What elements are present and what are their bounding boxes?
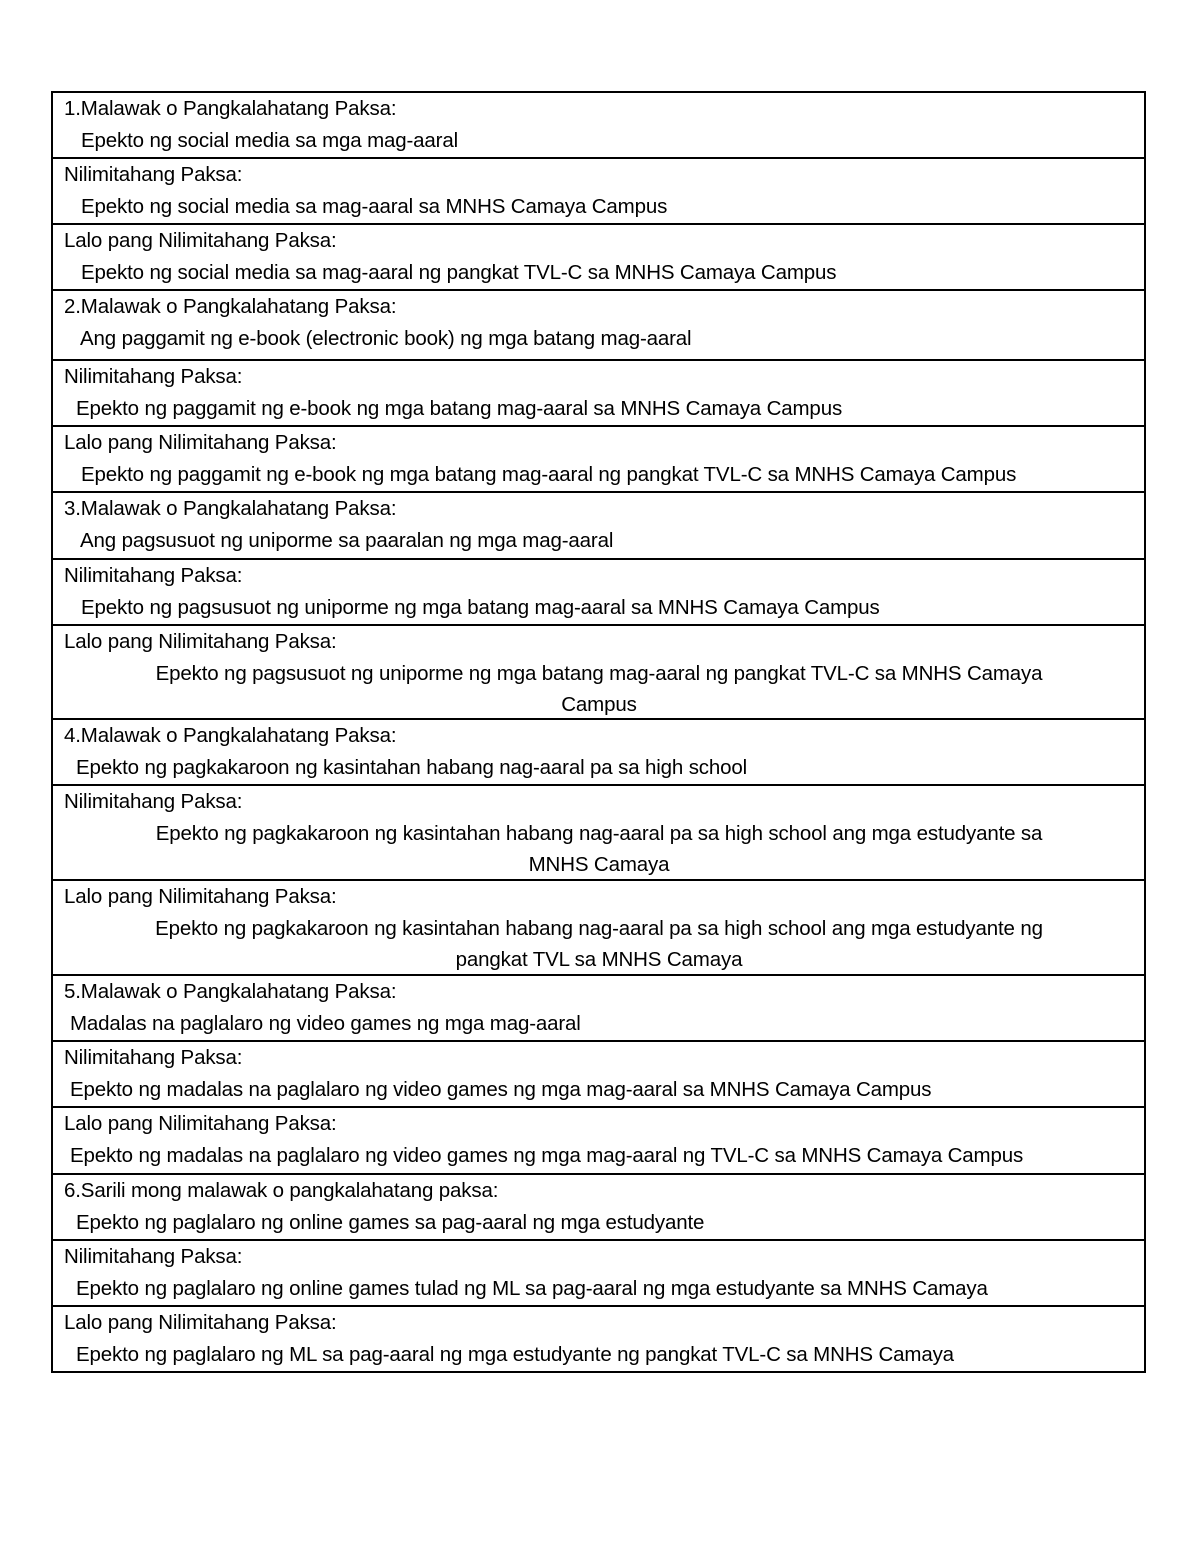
table-row	[53, 720, 1144, 786]
topic-text: Epekto ng madalas na paglalaro ng video games ng mga mag-aaral sa MNHS Camaya Campus	[70, 1077, 932, 1101]
topic-text: Madalas na paglalaro ng video games ng mga mag-aaral	[70, 1011, 581, 1035]
table-row	[53, 427, 1144, 493]
table-row	[53, 493, 1144, 560]
topics-table	[51, 91, 1146, 1373]
topic-heading: 2.Malawak o Pangkalahatang Paksa:	[64, 295, 397, 318]
table-row	[53, 361, 1144, 427]
topic-text-continued: pangkat TVL sa MNHS Camaya	[455, 948, 743, 971]
table-row	[53, 159, 1144, 225]
topic-text: Epekto ng paggamit ng e-book ng mga batang mag-aaral sa MNHS Camaya Campus	[76, 396, 843, 420]
topic-heading: Lalo pang Nilimitahang Paksa:	[64, 431, 337, 454]
table-row	[53, 225, 1144, 291]
table-row	[53, 1042, 1144, 1108]
topic-text: Epekto ng social media sa mag-aaral ng pangkat TVL-C sa MNHS Camaya Campus	[81, 260, 837, 284]
topic-heading: Lalo pang Nilimitahang Paksa:	[64, 630, 337, 653]
table-row	[53, 1241, 1144, 1307]
topic-heading: Nilimitahang Paksa:	[64, 1046, 243, 1069]
topic-heading: Nilimitahang Paksa:	[64, 365, 243, 388]
topic-heading: 5.Malawak o Pangkalahatang Paksa:	[64, 980, 397, 1003]
topic-text: Epekto ng pagkakaroon ng kasintahan habang nag-aaral pa sa high school ang mga estudyante sa	[155, 821, 1043, 845]
table-row	[53, 786, 1144, 881]
topic-text: Epekto ng madalas na paglalaro ng video games ng mga mag-aaral ng TVL-C sa MNHS Camaya Campus	[70, 1143, 1024, 1167]
topic-text: Epekto ng paglalaro ng online games sa pag-aaral ng mga estudyante	[76, 1210, 705, 1234]
topic-text-continued: Campus	[561, 693, 637, 716]
topic-heading: Nilimitahang Paksa:	[64, 790, 243, 813]
topic-text: Epekto ng social media sa mga mag-aaral	[81, 128, 459, 152]
topic-heading: Lalo pang Nilimitahang Paksa:	[64, 1112, 337, 1135]
topic-heading: 6.Sarili mong malawak o pangkalahatang paksa:	[64, 1179, 499, 1202]
table-row	[53, 93, 1144, 159]
table-row	[53, 881, 1144, 976]
topic-text-continued: MNHS Camaya	[528, 853, 670, 876]
topic-text: Epekto ng paglalaro ng online games tulad ng ML sa pag-aaral ng mga estudyante sa MNHS Camaya	[76, 1276, 988, 1300]
topic-text: Epekto ng pagkakaroon ng kasintahan habang nag-aaral pa sa high school ang mga estudyante ng	[155, 916, 1043, 940]
table-row	[53, 1108, 1144, 1175]
topic-text: Epekto ng paglalaro ng ML sa pag-aaral ng mga estudyante ng pangkat TVL-C sa MNHS Camaya	[76, 1342, 954, 1366]
topic-heading: Nilimitahang Paksa:	[64, 163, 243, 186]
topic-text: Epekto ng paggamit ng e-book ng mga batang mag-aaral ng pangkat TVL-C sa MNHS Camaya Campus	[81, 462, 1017, 486]
topic-text: Ang paggamit ng e-book (electronic book) ng mga batang mag-aaral	[80, 326, 692, 350]
topic-text: Epekto ng pagsusuot ng uniporme ng mga batang mag-aaral sa MNHS Camaya Campus	[81, 595, 880, 619]
table-row	[53, 976, 1144, 1042]
topic-text: Epekto ng pagkakaroon ng kasintahan habang nag-aaral pa sa high school	[76, 755, 748, 779]
topic-heading: Nilimitahang Paksa:	[64, 564, 243, 587]
topic-heading: Nilimitahang Paksa:	[64, 1245, 243, 1268]
topic-heading: Lalo pang Nilimitahang Paksa:	[64, 229, 337, 252]
topic-heading: Lalo pang Nilimitahang Paksa:	[64, 1311, 337, 1334]
table-row	[53, 1307, 1144, 1373]
table-row	[53, 291, 1144, 361]
table-row	[53, 626, 1144, 720]
topic-text: Epekto ng social media sa mag-aaral sa MNHS Camaya Campus	[81, 194, 668, 218]
topic-heading: 4.Malawak o Pangkalahatang Paksa:	[64, 724, 397, 747]
topic-text: Epekto ng pagsusuot ng uniporme ng mga batang mag-aaral ng pangkat TVL-C sa MNHS Camaya	[155, 661, 1043, 685]
topic-heading: 1.Malawak o Pangkalahatang Paksa:	[64, 97, 397, 120]
topic-text: Ang pagsusuot ng uniporme sa paaralan ng mga mag-aaral	[80, 528, 614, 552]
topic-heading: 3.Malawak o Pangkalahatang Paksa:	[64, 497, 397, 520]
table-row	[53, 560, 1144, 626]
table-row	[53, 1175, 1144, 1241]
topic-heading: Lalo pang Nilimitahang Paksa:	[64, 885, 337, 908]
